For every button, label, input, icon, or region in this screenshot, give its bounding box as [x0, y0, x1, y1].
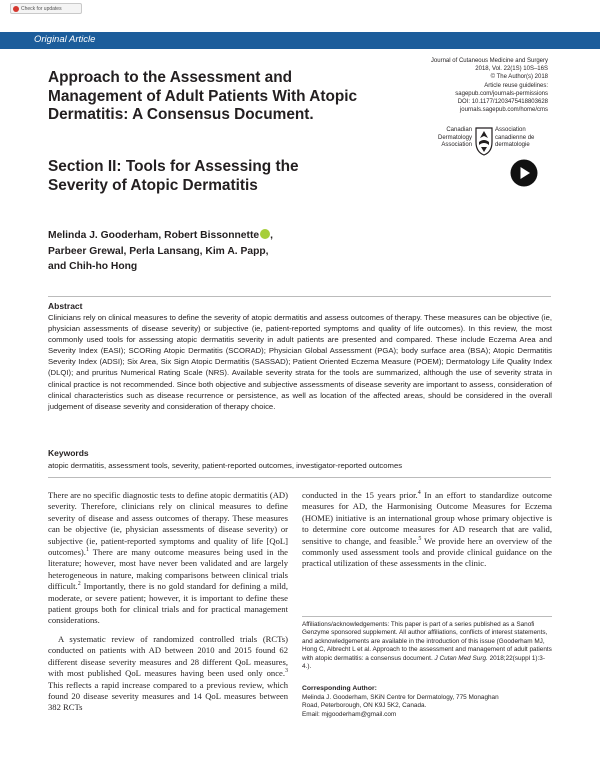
logo-line: Canadian [446, 127, 472, 133]
citation-ref[interactable]: 1 [85, 547, 89, 554]
journal-info [390, 57, 548, 114]
keywords-heading: Keywords [48, 448, 89, 458]
body-text: Importantly, there is no gold standard for defining a mild, moderate, or severe patient; however, it is important to define these patient groups both for clinical trials and for practical management considerations. [48, 581, 288, 626]
body-text: There are many outcome measures being used in the literature; however, most have never been validated and are largely heterogeneous in nature, making comparisons between clinical trials difficult. [48, 547, 288, 592]
permissions-link[interactable]: sagepub.com/journals-permissions [455, 90, 548, 97]
cda-logo-english [426, 127, 472, 150]
authors-line-1: Melinda J. Gooderham, Robert Bissonnette [48, 230, 260, 241]
footnote-divider [302, 616, 552, 617]
orcid-icon[interactable] [260, 229, 270, 239]
body-text: There are no specific diagnostic tests to define atopic dermatitis (AD) severity. Therefore, clinicians rely on clinical measures to define severity of disease and assess outcomes of therapy. These measures can be objective (ie, physician assessments of disease severity) or subjective (ie, patient-reported symptoms and quality of life [QoL] outcomes). [48, 490, 288, 558]
reuse-heading: Article reuse guidelines: [484, 82, 548, 89]
authors-comma: , [270, 230, 273, 241]
cda-logo-french [495, 127, 545, 150]
body-paragraph [48, 490, 288, 627]
doi-link[interactable]: DOI: 10.1177/1203475418803628 [457, 99, 548, 106]
body-text: This reflects a rapid increase compared to a previous review, which found 20 disease severity measures and 14 QoL measures between 382 RCTs [48, 679, 288, 713]
citation-ref[interactable]: 3 [285, 668, 288, 675]
body-text: In an effort to standardize outcome measures for AD, the Harmonising Outcome Measures for Eczema (HOME) initiative is an international group whose primary objective is to determine core outcome measures for AD research that are valid, sensitive to change, and feasible. [302, 490, 552, 546]
journal-volume: 2018, Vol. 22(1S) 10S–16S [475, 66, 548, 73]
affiliations-note [302, 621, 552, 671]
author-list [48, 228, 318, 275]
affil-text: 2018;22(suppl 1):3-4.). [302, 654, 545, 671]
logo-line: dermatologie [495, 142, 530, 148]
check-for-updates-badge[interactable] [10, 3, 82, 14]
corr-line: Road, Peterborough, ON K9J 5K2, Canada. [302, 702, 427, 710]
logo-line: Dermatology [437, 134, 472, 141]
article-title: Approach to the Assessment and Management of Adult Patients With Atopic Dermatitis: A Consensus Document. [48, 69, 358, 124]
body-text: conducted in the 15 years prior. [302, 490, 418, 500]
body-text: A systematic review of randomized controlled trials (RCTs) conducted on patients with AD between 2010 and 2015 found 62 different disease severity measures and 28 different QoL measures, with most published QoL measures having been used only once. [48, 633, 288, 679]
update-dot-icon [13, 6, 19, 12]
play-video-icon[interactable] [510, 159, 538, 187]
body-paragraph [48, 634, 288, 714]
badge-label: Check for updates [21, 5, 62, 12]
article-type-label: Original Article [34, 34, 96, 45]
citation-ref[interactable]: 4 [417, 490, 421, 497]
abstract-heading: Abstract [48, 301, 83, 311]
journal-name: Journal of Cutaneous Medicine and Surgery [430, 58, 548, 64]
affil-text: Affiliations/acknowledgements: This paper is part of a series published as a Sanofi Genzyme sponsored supplement. All author affiliations, conflicts of interest statements, and acknowledgements are available in the introduction of this issue (Gooderham MJ, Hong C, Albrecht L et al. Approach to the assessment and management of adult patients with atopic dermatitis: a consensus document. [302, 621, 552, 662]
divider [48, 477, 551, 478]
logo-line: Association [441, 142, 472, 148]
body-column-left [48, 490, 288, 714]
corresponding-author-details [302, 694, 552, 719]
cda-shield-icon [475, 126, 493, 156]
copyright: © The Author(s) 2018 [490, 74, 548, 81]
authors-line-3: and Chih-ho Hong [48, 261, 138, 273]
body-paragraph [302, 490, 552, 570]
corr-email[interactable]: Email: mjgooderham@gmail.com [302, 710, 397, 718]
logo-line: Association [495, 127, 526, 133]
abstract-text: Clinicians rely on clinical measures to define the severity of atopic dermatitis and assess outcomes of therapy. These measures can be objective (ie, physician assessments of disease severity) or subjective (ie, patient-reported symptoms and quality of life outcomes). In this review, the most commonly used tools for assessing atopic dermatitis severity in adult patients are presented and compared. These include Eczema Area and Severity Index (EASI); SCORing Atopic Dermatitis (SCORAD); Physician Global Assessment (PGA); body surface area (BSA); Atopic Dermatitis Severity Index (ADSI); Six Area, Six Sign Atopic Dermatitis (SASSAD); Patient Oriented Eczema Measure (POEM); Dermatology Life Quality Index (DLQI); and pruritus Numerical Rating Scale (NRS). Available severity strata for the tools are summarized, although the use of severity strata in clinical practice is not recommended. Since both objective and subjective assessments of disease severity are important to assess, consideration of clinical characteristics such as disease recurrence or persistence, as well as location of the affected areas, should be considered in the overall judgement of disease severity and consideration of therapy choice. [48, 313, 552, 411]
corresponding-author-heading: Corresponding Author: [302, 685, 377, 692]
citation-ref[interactable]: 5 [418, 535, 422, 542]
keywords-text: atopic dermatitis, assessment tools, severity, patient-reported outcomes, investigator-reported outcomes [48, 461, 403, 470]
article-type-banner [0, 32, 600, 49]
corr-line: Melinda J. Gooderham, SKiN Centre for Dermatology, 775 Monaghan [302, 694, 499, 701]
affil-journal: J Cutan Med Surg. [434, 654, 488, 662]
logo-line: canadienne de [495, 134, 535, 141]
citation-ref[interactable]: 2 [77, 581, 81, 588]
divider [48, 296, 551, 297]
journal-home-link[interactable]: journals.sagepub.com/home/cms [459, 107, 548, 114]
body-text: We provide here an overview of the commonly used assessment tools and provide clinical guidance on the practical utilization of these assessments in the clinic. [302, 535, 552, 569]
section-title: Section II: Tools for Assessing the Severity of Atopic Dermatitis [48, 158, 299, 194]
body-column-right [302, 490, 552, 570]
authors-line-2: Parbeer Grewal, Perla Lansang, Kim A. Papp, [48, 245, 269, 257]
